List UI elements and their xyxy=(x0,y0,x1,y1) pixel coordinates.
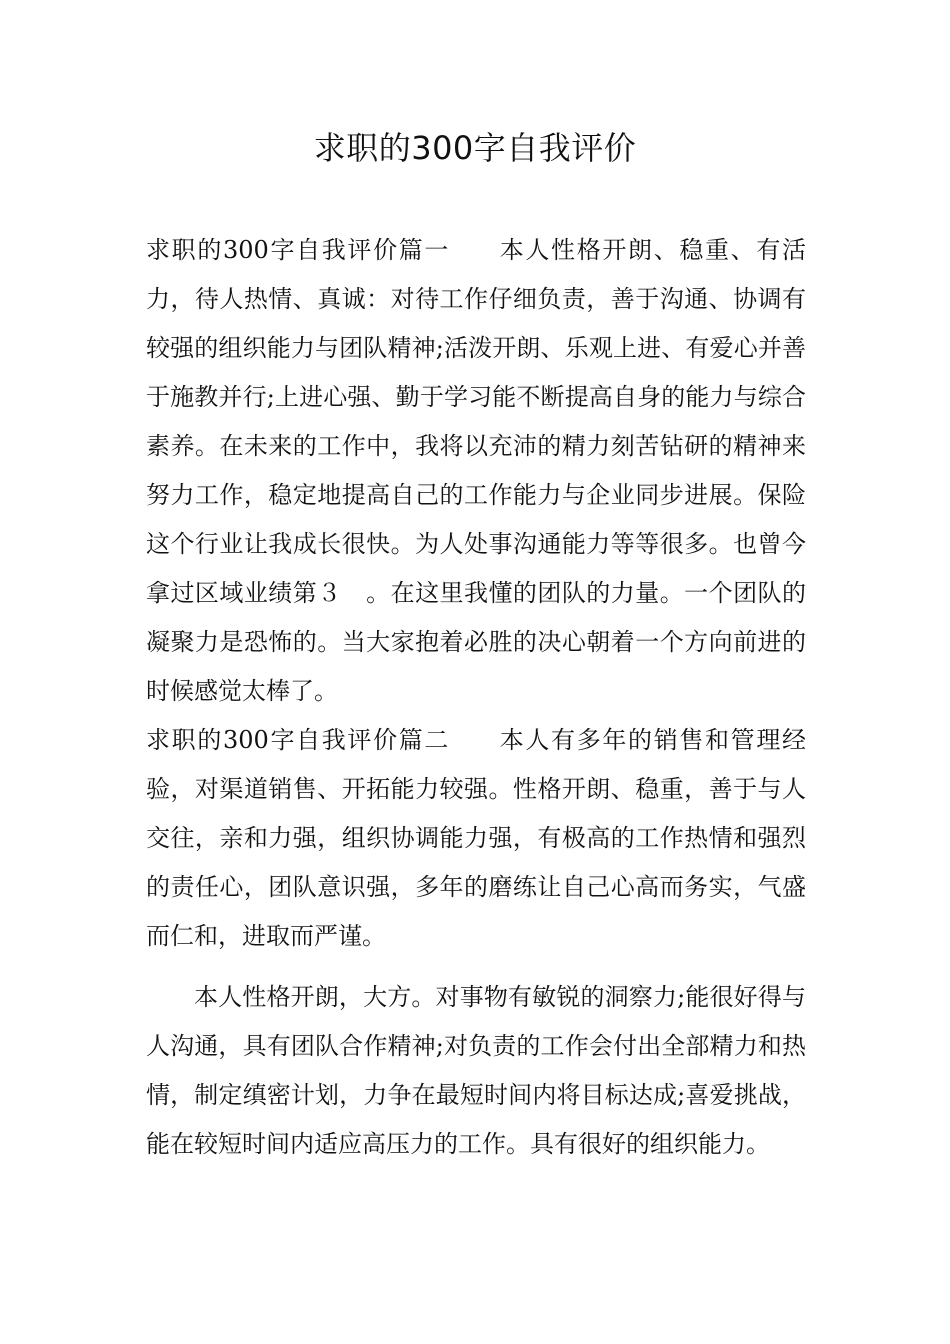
section-2-paragraph xyxy=(146,716,806,961)
section-1-text: 本人性格开朗、稳重、有活力，待人热情、真诚：对待工作仔细负责，善于沟通、协调有较强的组织能力与团队精神;活泼开朗、乐观上进、有爱心并善于施教并行;上进心强、勤于学习能不断提高自身的能力与综合素养。在未来的工作中，我将以充沛的精力刻苦钻研的精神来努力工作，稳定地提高自己的工作能力与企业同步进展。保险这个行业让我成长很快。为人处事沟通能力等等很多。也曾今拿过区域业绩第３ 。在这里我懂的团队的力量。一个团队的凝聚力是恐怖的。当大家抱着必胜的决心朝着一个方向前进的时候感觉太棒了。 xyxy=(146,236,807,705)
section-1-heading: 求职的300字自我评价篇一 xyxy=(146,236,451,264)
closing-paragraph: 本人性格开朗，大方。对事物有敏锐的洞察力;能很好得与人沟通，具有团队合作精神;对负责的工作会付出全部精力和热情，制定缜密计划，力争在最短时间内将目标达成;喜爱挑战，能在较短时间内适应高压力的工作。具有很好的组织能力。 xyxy=(146,983,806,1158)
section-1-paragraph xyxy=(146,226,806,716)
document-title: 求职的300字自我评价 xyxy=(313,129,637,167)
section-2-text: 本人有多年的销售和管理经验，对渠道销售、开拓能力较强。性格开朗、稳重，善于与人交往，亲和力强，组织协调能力强，有极高的工作热情和强烈的责任心，团队意识强，多年的磨练让自己心高而务实，气盛而仁和，进取而严谨。 xyxy=(146,726,807,950)
section-2-heading: 求职的300字自我评价篇二 xyxy=(146,726,451,754)
document-body xyxy=(146,226,806,1169)
